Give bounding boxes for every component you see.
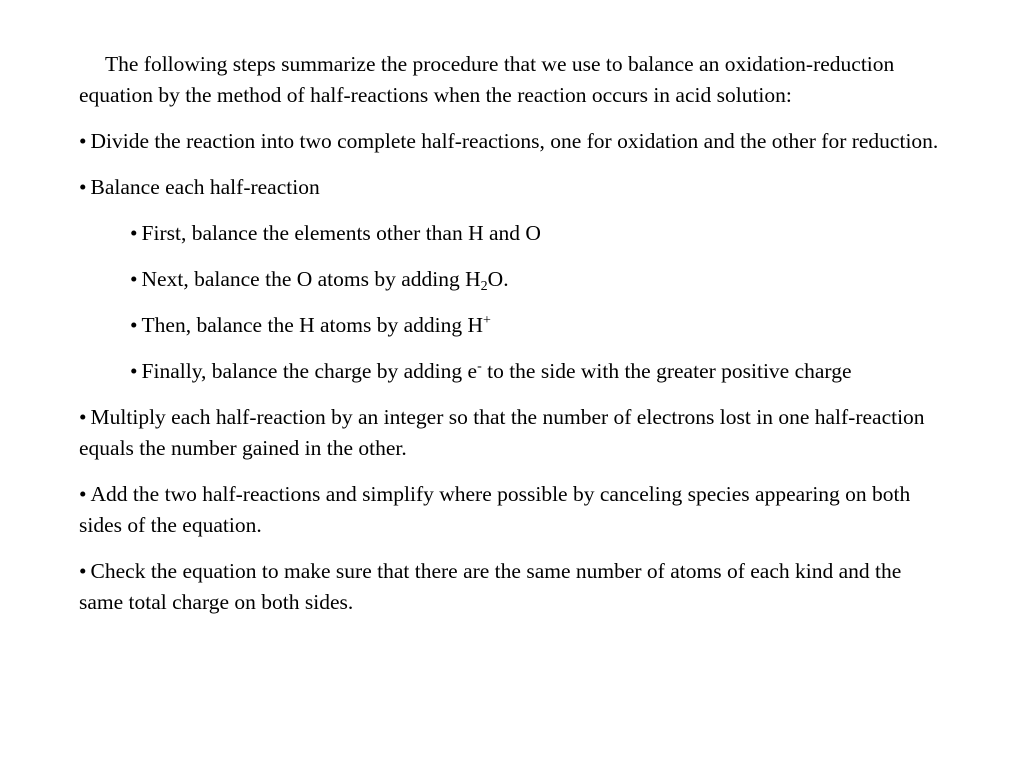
substep-finally-suffix: to the side with the greater positive charge bbox=[481, 359, 852, 383]
step-multiply-text: Multiply each half-reaction by an integer so that the number of electrons lost in one half-reaction equals the number gained in the other. bbox=[79, 405, 925, 460]
step-add-text: Add the two half-reactions and simplify where possible by canceling species appearing on both sides of the equation. bbox=[79, 482, 911, 537]
step-check bbox=[79, 556, 939, 618]
electron-superscript: - bbox=[477, 359, 482, 374]
substep-then bbox=[130, 310, 939, 341]
step-balance-each-text: Balance each half-reaction bbox=[90, 175, 320, 199]
slide-content bbox=[79, 49, 939, 633]
substep-finally-text: Finally, balance the charge by adding e bbox=[141, 359, 478, 383]
bullet-icon: • bbox=[79, 482, 87, 506]
substep-first-text: First, balance the elements other than H and O bbox=[141, 221, 541, 245]
substep-first bbox=[130, 218, 939, 249]
substep-next bbox=[130, 264, 939, 295]
bullet-icon: • bbox=[130, 221, 138, 245]
water-subscript: 2 bbox=[480, 279, 488, 294]
bullet-icon: • bbox=[79, 405, 87, 429]
substep-then-text: Then, balance the H atoms by adding H bbox=[141, 313, 484, 337]
step-balance-each bbox=[79, 172, 939, 203]
substep-next-text: Next, balance the O atoms by adding H bbox=[141, 267, 481, 291]
intro-paragraph: The following steps summarize the procedure that we use to balance an oxidation-reduction equation by the method of half-reactions when the reaction occurs in acid solution: bbox=[79, 52, 895, 107]
bullet-icon: • bbox=[130, 313, 138, 337]
step-divide-text: Divide the reaction into two complete half-reactions, one for oxidation and the other for reduction. bbox=[90, 129, 939, 153]
step-multiply bbox=[79, 402, 939, 464]
step-check-text: Check the equation to make sure that there are the same number of atoms of each kind and the same total charge on both sides. bbox=[79, 559, 902, 614]
step-add bbox=[79, 479, 939, 541]
step-divide bbox=[79, 126, 939, 157]
bullet-icon: • bbox=[79, 129, 87, 153]
bullet-icon: • bbox=[130, 359, 138, 383]
substep-next-suffix: O. bbox=[487, 267, 509, 291]
substep-finally bbox=[130, 356, 939, 387]
bullet-icon: • bbox=[79, 175, 87, 199]
proton-superscript: + bbox=[483, 313, 491, 328]
bullet-icon: • bbox=[79, 559, 87, 583]
bullet-icon: • bbox=[130, 267, 138, 291]
